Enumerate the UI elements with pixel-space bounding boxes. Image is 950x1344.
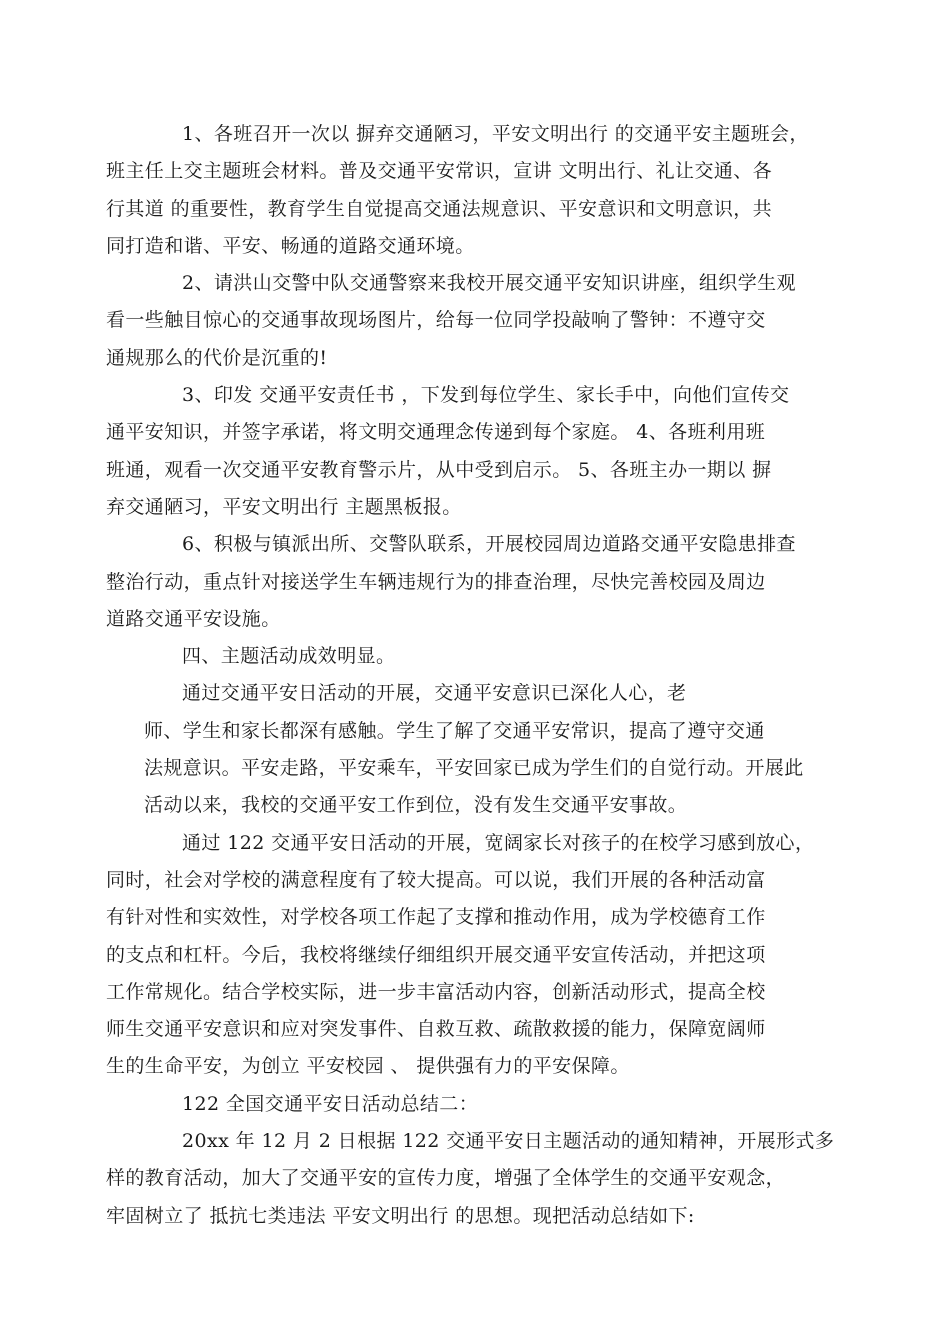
text-line: 行其道 的重要性，教育学生自觉提高交通法规意识、平安意识和文明意识，共 bbox=[106, 197, 773, 220]
text-line: 通规那么的代价是沉重的! bbox=[106, 346, 328, 369]
paragraph bbox=[106, 116, 814, 265]
text-line: 弃交通陋习，平安文明出行 主题黑板报。 bbox=[106, 495, 462, 518]
text-line: 1、各班召开一次以 摒弃交通陋习，平安文明出行 的交通平安主题班会， bbox=[182, 123, 809, 145]
paragraph bbox=[106, 1123, 835, 1235]
text-line: 的支点和杠杆。今后，我校将继续仔细组织开展交通平安宣传活动，并把这项 bbox=[106, 943, 766, 966]
text-line: 同打造和谐、平安、畅通的道路交通环境。 bbox=[106, 234, 475, 257]
text-line: 工作常规化。结合学校实际，进一步丰富活动内容，创新活动形式，提高全校 bbox=[106, 980, 766, 1003]
paragraph bbox=[144, 638, 814, 675]
text-line: 班主任上交主题班会材料。普及交通平安常识，宣讲 文明出行、礼让交通、各 bbox=[106, 160, 773, 183]
text-line: 同时，社会对学校的满意程度有了较大提高。可以说，我们开展的各种活动富 bbox=[106, 868, 766, 891]
text-line: 通平安知识，并签字承诺，将文明交通理念传递到每个家庭。 4、各班利用班 bbox=[106, 421, 766, 444]
paragraph bbox=[144, 713, 814, 825]
text-line: 样的教育活动，加大了交通平安的宣传力度，增强了全体学生的交通平安观念， bbox=[106, 1167, 786, 1190]
text-line: 活动以来，我校的交通平安工作到位，没有发生交通平安事故。 bbox=[144, 794, 688, 817]
document-body bbox=[106, 116, 835, 1235]
text-line: 道路交通平安设施。 bbox=[106, 607, 281, 630]
text-line: 整治行动，重点针对接送学生车辆违规行为的排查治理，尽快完善校园及周边 bbox=[106, 570, 766, 593]
text-line: 师、学生和家长都深有感触。学生了解了交通平安常识，提高了遵守交通 bbox=[144, 719, 765, 742]
text-line: 122 全国交通平安日活动总结二： bbox=[182, 1092, 479, 1115]
text-line: 通过交通平安日活动的开展，交通平安意识已深化人心，老 bbox=[182, 682, 687, 705]
paragraph bbox=[106, 265, 814, 377]
text-line: 法规意识。平安走路，平安乘车，平安回家已成为学生们的自觉行动。开展此 bbox=[144, 757, 804, 780]
text-line: 6、积极与镇派出所、交警队联系，开展校园周边道路交通平安隐患排查 bbox=[182, 533, 796, 556]
text-line: 班通，观看一次交通平安教育警示片，从中受到启示。 5、各班主办一期以 摒 bbox=[106, 458, 772, 481]
paragraph bbox=[106, 526, 814, 638]
paragraph bbox=[144, 1086, 814, 1123]
text-line: 20xx 年 12 月 2 日根据 122 交通平安日主题活动的通知精神，开展形式多 bbox=[182, 1130, 835, 1153]
paragraph bbox=[144, 675, 814, 712]
text-line: 2、请洪山交警中队交通警察来我校开展交通平安知识讲座，组织学生观 bbox=[182, 272, 796, 295]
paragraph bbox=[106, 825, 815, 1086]
text-line: 3、印发 交通平安责任书 ，下发到每位学生、家长手中，向他们宣传交 bbox=[182, 384, 790, 407]
text-line: 师生交通平安意识和应对突发事件、自救互救、疏散救援的能力，保障宽阔师 bbox=[106, 1018, 766, 1041]
text-line: 生的生命平安，为创立 平安校园 、 提供强有力的平安保障。 bbox=[106, 1055, 630, 1078]
text-line: 有针对性和实效性，对学校各项工作起了支撑和推动作用，成为学校德育工作 bbox=[106, 906, 766, 929]
text-line: 通过 122 交通平安日活动的开展，宽阔家长对孩子的在校学习感到放心， bbox=[182, 831, 815, 854]
paragraph bbox=[106, 377, 814, 526]
text-line: 四、主题活动成效明显。 bbox=[182, 645, 396, 668]
text-line: 牢固树立了 抵抗七类违法 平安文明出行 的思想。现把活动总结如下: bbox=[106, 1204, 695, 1227]
text-line: 看一些触目惊心的交通事故现场图片，给每一位同学投敲响了警钟：不遵守交 bbox=[106, 309, 766, 332]
